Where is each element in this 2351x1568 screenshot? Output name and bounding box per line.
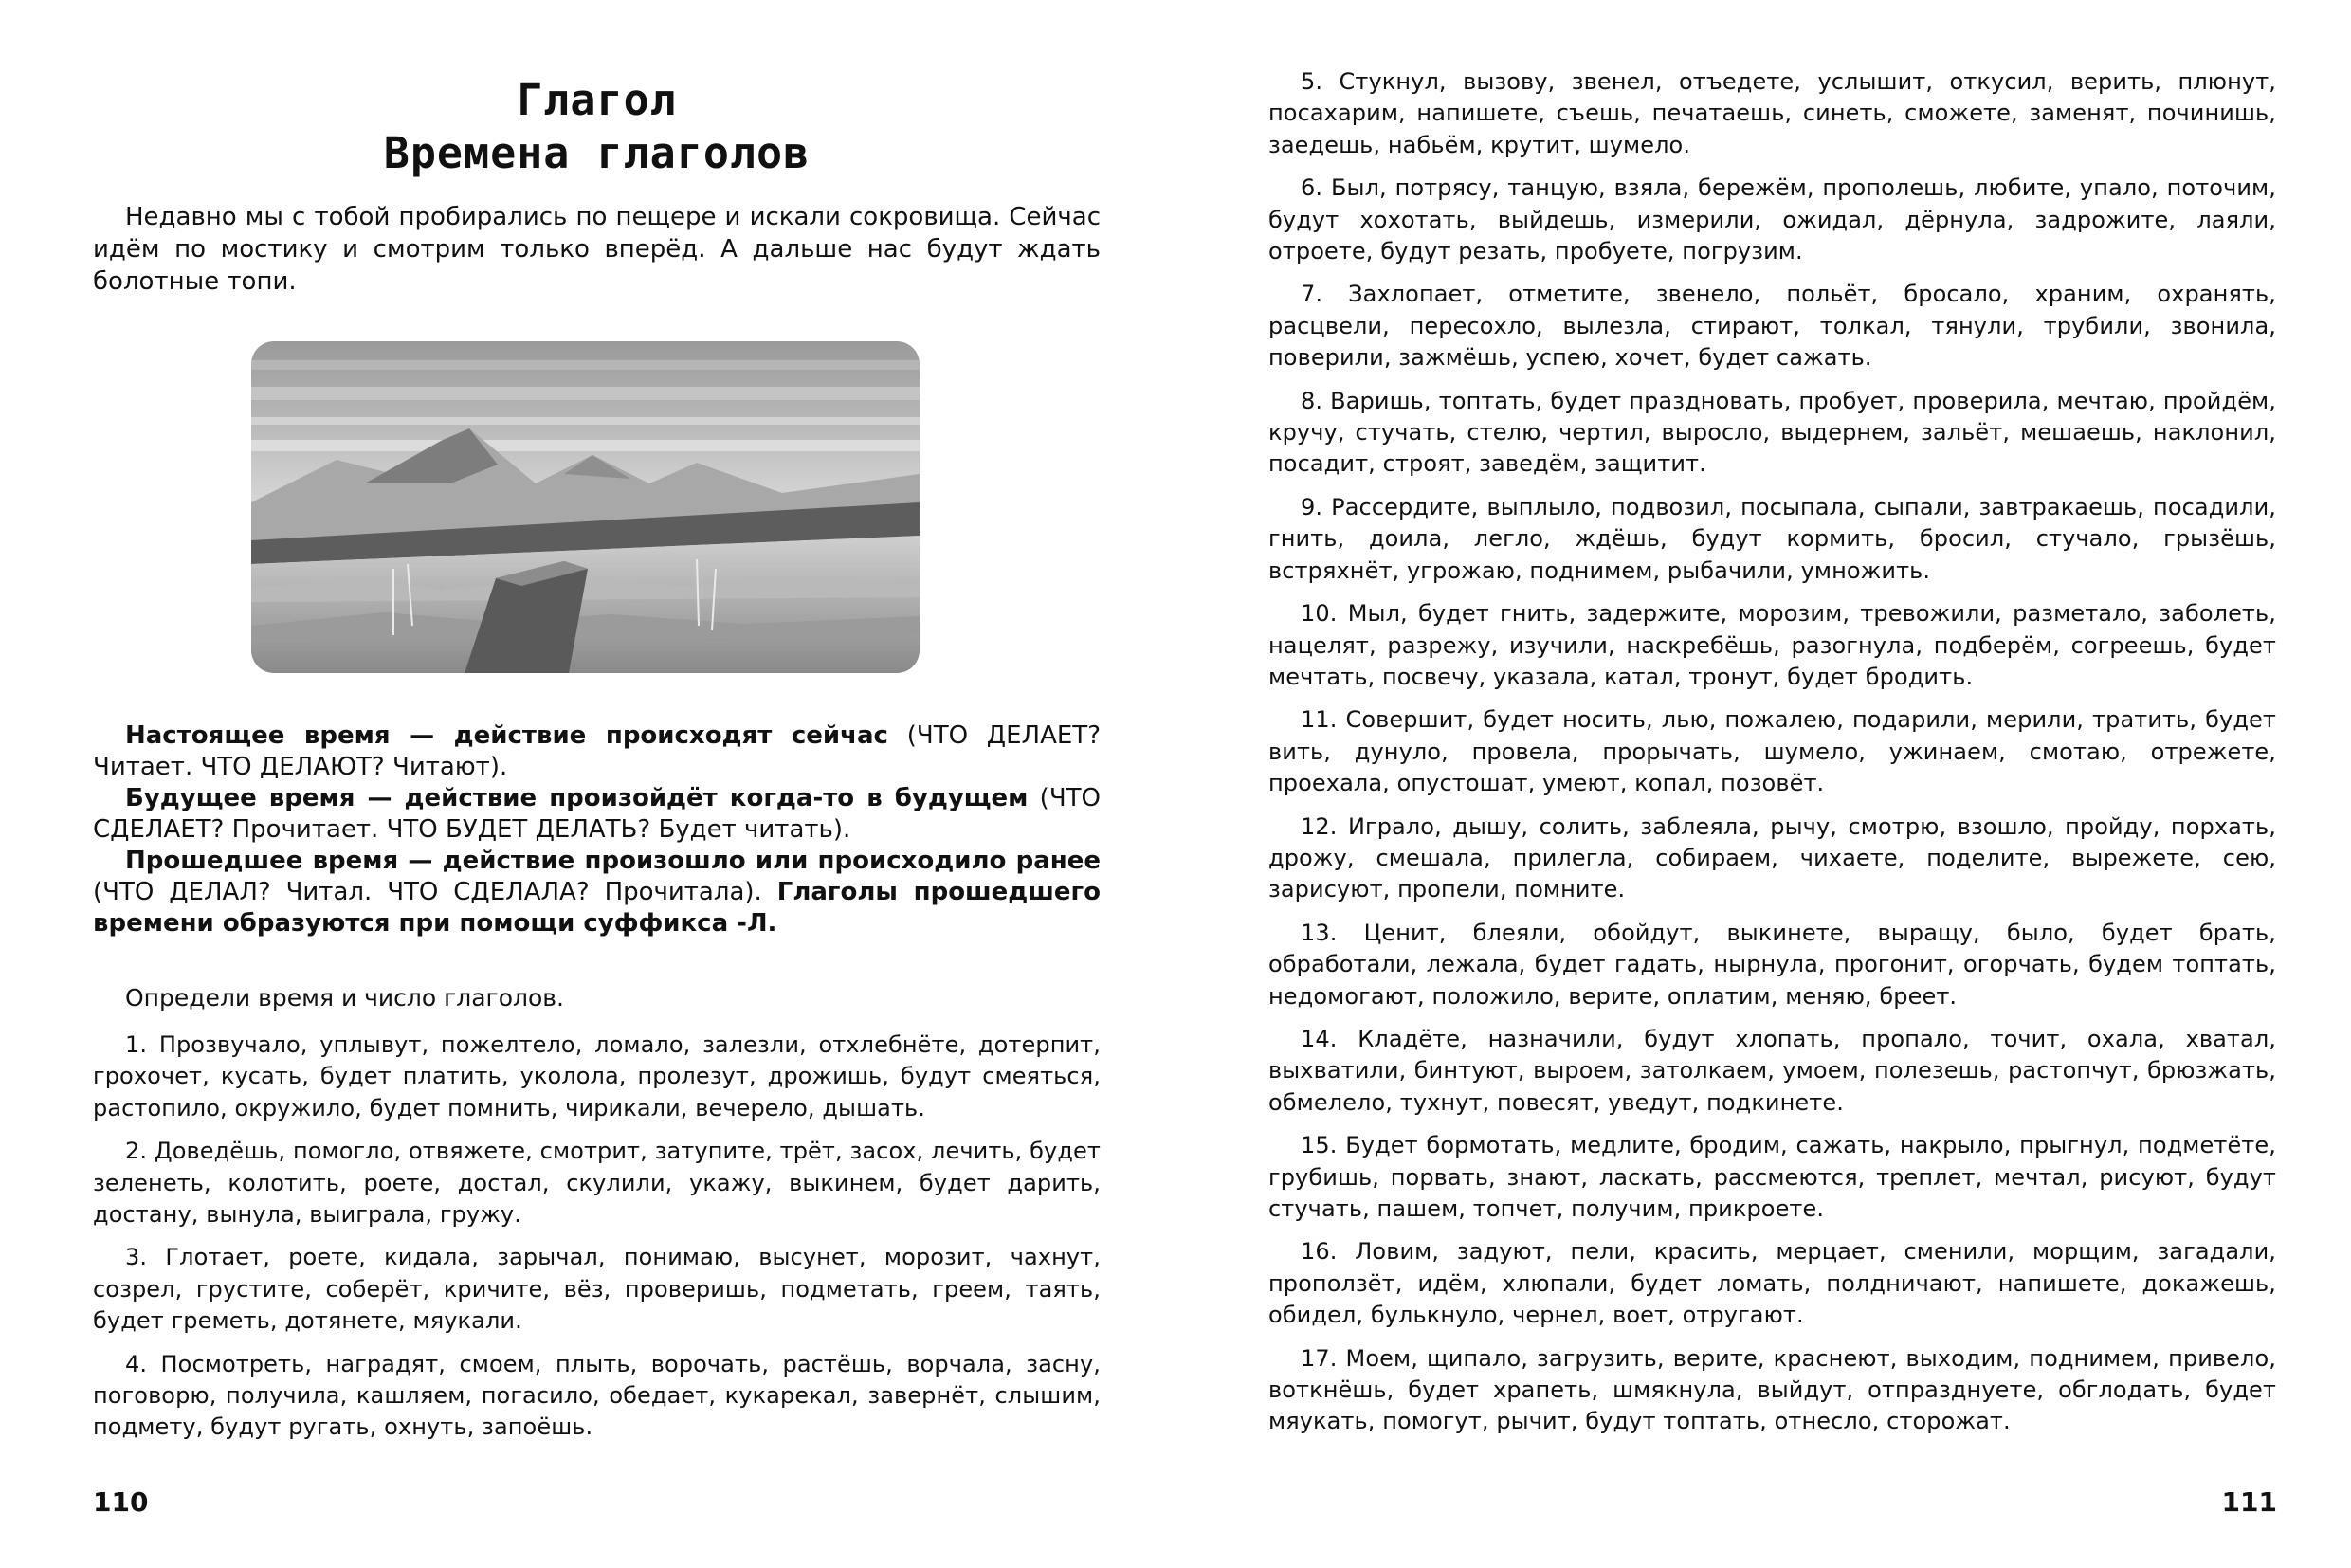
exercise-item: 10. Мыл, будет гнить, задержите, морозим, тревожили, разметало, заболеть, нацелят, разрежу, изучили, наскребёшь, разогнула, подберём, согреешь, будет мечтать, посвечу, указала, катал, тронут, будет бродить. [1268, 600, 2276, 690]
exercise-item: 17. Моем, щипало, загрузить, верите, краснеют, выходим, поднимем, привело, воткнёшь, будет храпеть, шмякнула, выйдут, отпразднуете, обглодать, будет мяукать, помогут, рычит, будут топтать, отнесло, сторожат. [1268, 1344, 2276, 1435]
swamp-bridge-illustration [251, 341, 920, 673]
exercise-item: 12. Играло, дышу, солить, заблеяла, рычу, смотрю, взошло, пройду, порхать, дрожу, смешала, прилегла, собираем, чихаете, поделите, вырежете, сею, зарисуют, пропели, помните. [1268, 812, 2276, 903]
rule-past [93, 846, 1101, 939]
exercise-item: 1. Прозвучало, уплывут, пожелтело, ломало, залезли, отхлебнёте, дотерпит, грохочет, кусать, будет платить, уколола, пролезут, дрожишь, будут смеяться, растопило, окружило, будет помнить, чирикали, вечерело, дышать. [93, 1031, 1101, 1121]
grammar-rules [93, 720, 1101, 939]
rule-future-example: (ЧТО СДЕЛАЕТ? Прочитает. ЧТО БУДЕТ ДЕЛАТЬ? Будет читать). [93, 784, 1101, 844]
title-line-2: Времена глаголов [383, 128, 811, 178]
rule-future-term: Будущее время — действие произойдёт когда-то в будущем [125, 784, 1029, 812]
exercise-item: 4. Посмотреть, наградят, смоем, плыть, ворочать, растёшь, ворчала, засну, поговорю, получила, кашляем, погасило, обедает, кукарекал, завернёт, слышим, подмету, будут ругать, охнуть, запоёшь. [93, 1350, 1101, 1441]
exercise-item: 2. Доведёшь, помогло, отвяжете, смотрит, затупите, трёт, засох, лечить, будет зеленеть, колотить, роете, достал, скулили, укажу, выкинем, будет дарить, достану, вынула, выиграла, гружу. [93, 1138, 1101, 1229]
page-number: 110 [93, 1486, 149, 1518]
exercise-list-right [1268, 66, 2276, 1449]
rule-past-example: (ЧТО ДЕЛАЛ? Читал. ЧТО СДЕЛАЛА? Прочитала). [93, 878, 777, 906]
rule-future [93, 783, 1101, 846]
exercise-item: 6. Был, потрясу, танцую, взяла, бережём, прополешь, любите, упало, поточим, будут хохотать, выйдешь, измерили, ожидал, дёрнула, задрожите, лаяли, отроете, будут резать, пробуете, погрузим. [1268, 174, 2276, 265]
exercise-item: 13. Ценит, блеяли, обойдут, выкинете, выращу, было, будет брать, обработали, лежала, будет гадать, нырнула, прогонит, огорчать, будем топтать, недомогают, положило, верите, оплатим, меняю, бреет. [1268, 919, 2276, 1010]
rule-present-example: (ЧТО ДЕЛАЕТ? Читает. ЧТО ДЕЛАЮТ? Читают). [93, 721, 1101, 781]
intro-paragraph: Недавно мы с тобой пробирались по пещере и искали сокровища. Сейчас идём по мостику и смотрим только вперёд. А дальше нас будут ждать болотные топи. [93, 203, 1101, 296]
exercise-item: 11. Совершит, будет носить, лью, пожалею, подарили, мерили, тратить, будет вить, дунуло, провела, прорычать, шумело, ужинаем, смотаю, отрежете, проехала, опустошат, умеют, копал, позовёт. [1268, 706, 2276, 797]
exercise-item: 16. Ловим, задуют, пели, красить, мерцает, сменили, морщим, загадали, проползёт, идём, хлюпали, будет ломать, полдничают, напишете, докажешь, обидел, булькнуло, чернел, воет, отругают. [1268, 1238, 2276, 1329]
exercise-item: 7. Захлопает, отметите, звенело, польёт, бросало, храним, охранять, расцвели, пересохло, вылезла, стирают, толкал, тянули, трубили, звонила, поверили, зажмёшь, успею, хочет, будет сажать. [1268, 281, 2276, 372]
right-page [1176, 0, 2351, 1568]
exercise-item: 14. Кладёте, назначили, будут хлопать, пропало, точит, охала, хватал, выхватили, бинтуют, выроем, затолкаем, умоем, полезешь, растопчут, брюзжать, обмелело, тухнут, повесят, уведут, подкинете. [1268, 1025, 2276, 1116]
exercise-item: 9. Рассердите, выплыло, подвозил, посыпала, сыпали, завтракаешь, посадили, гнить, доила, легло, ждёшь, будут кормить, бросил, стучало, грызёшь, встряхнёт, угрожаю, поднимем, рыбачили, умножить. [1268, 493, 2276, 584]
exercise-item: 15. Будет бормотать, медлите, бродим, сажать, накрыло, прыгнул, подметёте, грубишь, порвать, знают, ласкать, рассмеются, треплет, мечтал, рисуют, будут стучать, пашем, топчет, получим, прикроете. [1268, 1132, 2276, 1222]
task-instruction: Определи время и число глаголов. [125, 984, 564, 1012]
rule-present-term: Настоящее время — действие происходят сейчас [125, 721, 888, 750]
exercise-item: 3. Глотает, роете, кидала, зарычал, понимаю, высунет, морозит, чахнут, созрел, грустите, соберёт, кричите, вёз, проверишь, подметать, греем, таять, будет греметь, дотянете, мяукали. [93, 1244, 1101, 1335]
page-number: 111 [2221, 1486, 2277, 1518]
rule-suffix: Глаголы прошедшего времени образуются при помощи суффикса -Л. [93, 878, 1101, 938]
exercise-item: 5. Стукнул, вызову, звенел, отъедете, услышит, откусил, верить, плюнут, посахарим, напишете, съешь, печатаешь, синеть, сможете, заменят, починишь, заедешь, набьём, крутит, шумело. [1268, 68, 2276, 158]
rule-present [93, 720, 1101, 783]
exercise-list-left [93, 1030, 1101, 1455]
rule-past-term: Прошедшее время — действие произошло или происходило ранее [125, 847, 1101, 875]
title-line-1: Глагол [517, 75, 677, 125]
exercise-item: 8. Варишь, топтать, будет праздновать, пробует, проверила, мечтаю, пройдём, кручу, стучать, стелю, чертил, выросло, выдернем, зальёт, мешаешь, наклонил, посадит, строят, заведём, защитит. [1268, 387, 2276, 478]
page-title [93, 74, 1101, 180]
